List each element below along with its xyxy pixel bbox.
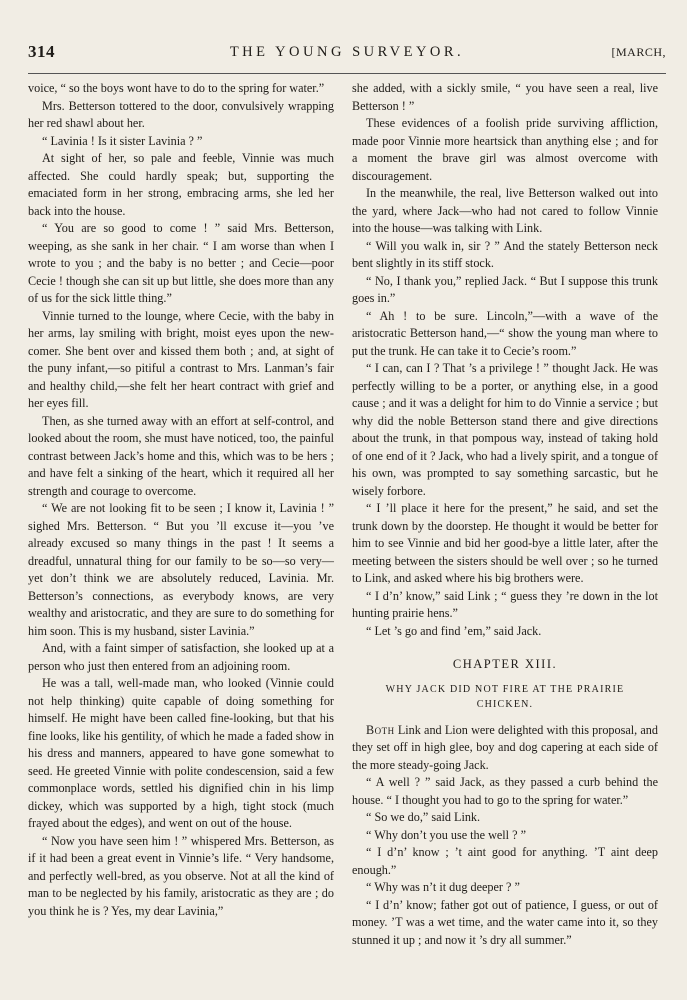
- paragraph: “ We are not looking fit to be seen ; I know it, Lavinia ! ” sighed Mrs. Betterson. “ But you ’ll excuse it—you ’ve already excused so many things in the past ! It seems a dreadful, unnatural thing for our family to be so—so very—yet don’t think we are absolutely reduced, Lavinia. Mr. Betterson’s connections, as everybody knows, are very wealthy and aristocratic, and they are sure to do something for him soon. This is my husband, sister Lavinia.”: [28, 501, 334, 638]
- paragraph: “ Ah ! to be sure. Lincoln,”—with a wave of the aristocratic Betterson hand,—“ show the young man where to put the trunk. He can take it to Cecie’s room.”: [352, 308, 658, 358]
- chapter-heading: CHAPTER XIII.: [452, 657, 558, 671]
- chapter-first-paragraph: [352, 722, 658, 775]
- paragraph: “ Why was n’t it dug deeper ? ”: [366, 880, 520, 894]
- paragraph: “ Now you have seen him ! ” whispered Mrs. Betterson, as if it had been a great event in Vinnie’s life. “ Very handsome, and perfectly well-bred, as you observe. Not at all the kind of man to be neglected by his family, aristocratic as they are ; do you think he is ? Yes, my dear Lavinia,”: [28, 833, 334, 918]
- paragraph: “ Will you walk in, sir ? ” And the stately Betterson neck bent slightly in its stiff stock.: [352, 238, 658, 270]
- paragraph: In the meanwhile, the real, live Betterson walked out into the yard, where Jack—who had not cared to follow Vinnie into the house—was talking with Link.: [352, 186, 658, 235]
- paragraph: “ I ’ll place it here for the present,” he said, and set the trunk down by the doorstep. He thought it would be better for him to see Vinnie and bid her good-bye a little later, after the meeting between the sisters should be well over ; so he turned to Link, and asked where his big brothers were.: [352, 501, 658, 585]
- paragraph: “ I d’n’ know ; ’t aint good for anything. ’T aint deep enough.”: [352, 845, 658, 877]
- paragraph: “ So we do,” said Link.: [366, 810, 481, 824]
- paragraph: “ Let ’s go and find ’em,” said Jack.: [366, 623, 542, 638]
- paragraph: “ Lavinia ! Is it sister Lavinia ? ”: [42, 133, 203, 148]
- paragraph: “ No, I thank you,” replied Jack. “ But I suppose this trunk goes in.”: [352, 273, 658, 305]
- running-title: THE YOUNG SURVEYOR.: [229, 44, 465, 60]
- paragraph: Vinnie turned to the lounge, where Cecie, with the baby in her arms, lay smiling with bright, moist eyes upon the new-comer. She bent over and kissed them both ; and, at sight of the puny infant,—so pitiful a contrast to Mrs. Lanman’s fair and healthy child,—she felt her heart contract with grief and her eyes fill.: [28, 308, 334, 410]
- paragraph: Mrs. Betterson tottered to the door, convulsively wrapping her red shawl about her.: [28, 98, 334, 130]
- paragraph: “ I d’n’ know; father got out of patience, I guess, or out of money. ’T was a wet time, and the water came into it, so they stunned it up ; and now it ’s dry all summer.”: [352, 897, 658, 947]
- lead-in-word: Both: [366, 722, 395, 737]
- paragraph: These evidences of a foolish pride surviving affliction, made poor Vinnie more heartsick than anything else ; and for a moment the brave girl was almost overcome with discouragement.: [352, 116, 658, 183]
- running-month: [MARCH,: [611, 45, 666, 59]
- page-number: 314: [28, 42, 55, 61]
- chapter-subtitle: WHY JACK DID NOT FIRE AT THE PRAIRIE CHICKEN.: [385, 683, 625, 710]
- paragraph: And, with a faint simper of satisfaction, she looked up at a person who just then entered from an adjoining room.: [28, 641, 334, 673]
- header-rule: [28, 73, 666, 74]
- paragraph: she added, with a sickly smile, “ you have seen a real, live Betterson ! ”: [352, 81, 658, 113]
- right-column: [352, 80, 658, 949]
- paragraph: “ You are so good to come ! ” said Mrs. Betterson, weeping, as she sank in her chair. “ I am worse than when I wrote to you ; and the baby is no better ; and Cecie—poor Cecie ! though she can sit up but little, she does more than any of us for the sick little thing.”: [28, 221, 334, 305]
- paragraph: Then, as she turned away with an effort at self-control, and looked about the room, she must have noticed, too, the painful contrast between Jack’s home and this, which was to be hers ; and have felt a sinking of the heart, which it required all her strength and courage to overcome.: [28, 413, 334, 498]
- paragraph: At sight of her, so pale and feeble, Vinnie was much affected. She could hardly speak; but, supporting the emaciated form in her strong, embracing arms, she led her back into the house.: [28, 151, 334, 218]
- paragraph: “ Why don’t you use the well ? ”: [366, 827, 526, 842]
- page-header: [28, 42, 666, 66]
- paragraph: “ A well ? ” said Jack, as they passed a curb behind the house. “ I thought you had to go to the spring for water.”: [352, 775, 658, 807]
- paragraph: voice, “ so the boys wont have to do to the spring for water.”: [28, 81, 325, 95]
- paragraph: He was a tall, well-made man, who looked (Vinnie could not help thinking) quite capable of doing something for himself. He might have been called fine-looking, but that his fine looks, like his gentility, of which he made a faded show in his dress and manners, appeared to have gone somewhat to seed. He greeted Vinnie with polite condescension, said a few commonplace words, settled his dignified chin in his limp dickey, which was supported by a high, tight stock (much frayed about the edges), and went on out of the house.: [28, 676, 334, 830]
- lead-in-rest: Link and Lion were delighted with this proposal, and they set off in high glee, boy and dog capering at each side of the more steady-going Jack.: [352, 722, 658, 772]
- paragraph: “ I d’n’ know,” said Link ; “ guess they ’re down in the lot hunting prairie hens.”: [352, 588, 658, 620]
- left-column: [28, 80, 334, 920]
- paragraph: “ I can, can I ? That ’s a privilege ! ” thought Jack. He was perfectly willing to be a porter, or anything else, in a good cause ; and it was a delight for him to do Vinnie a service ; but why did the noble Betterson stand there and give directions about the trunk, in that pompous way, instead of taking hold of one end of it ? Jack, who had a lively spirit, and a tongue of his own, was prompted to say something sarcastic, but he wisely forbore.: [352, 361, 658, 498]
